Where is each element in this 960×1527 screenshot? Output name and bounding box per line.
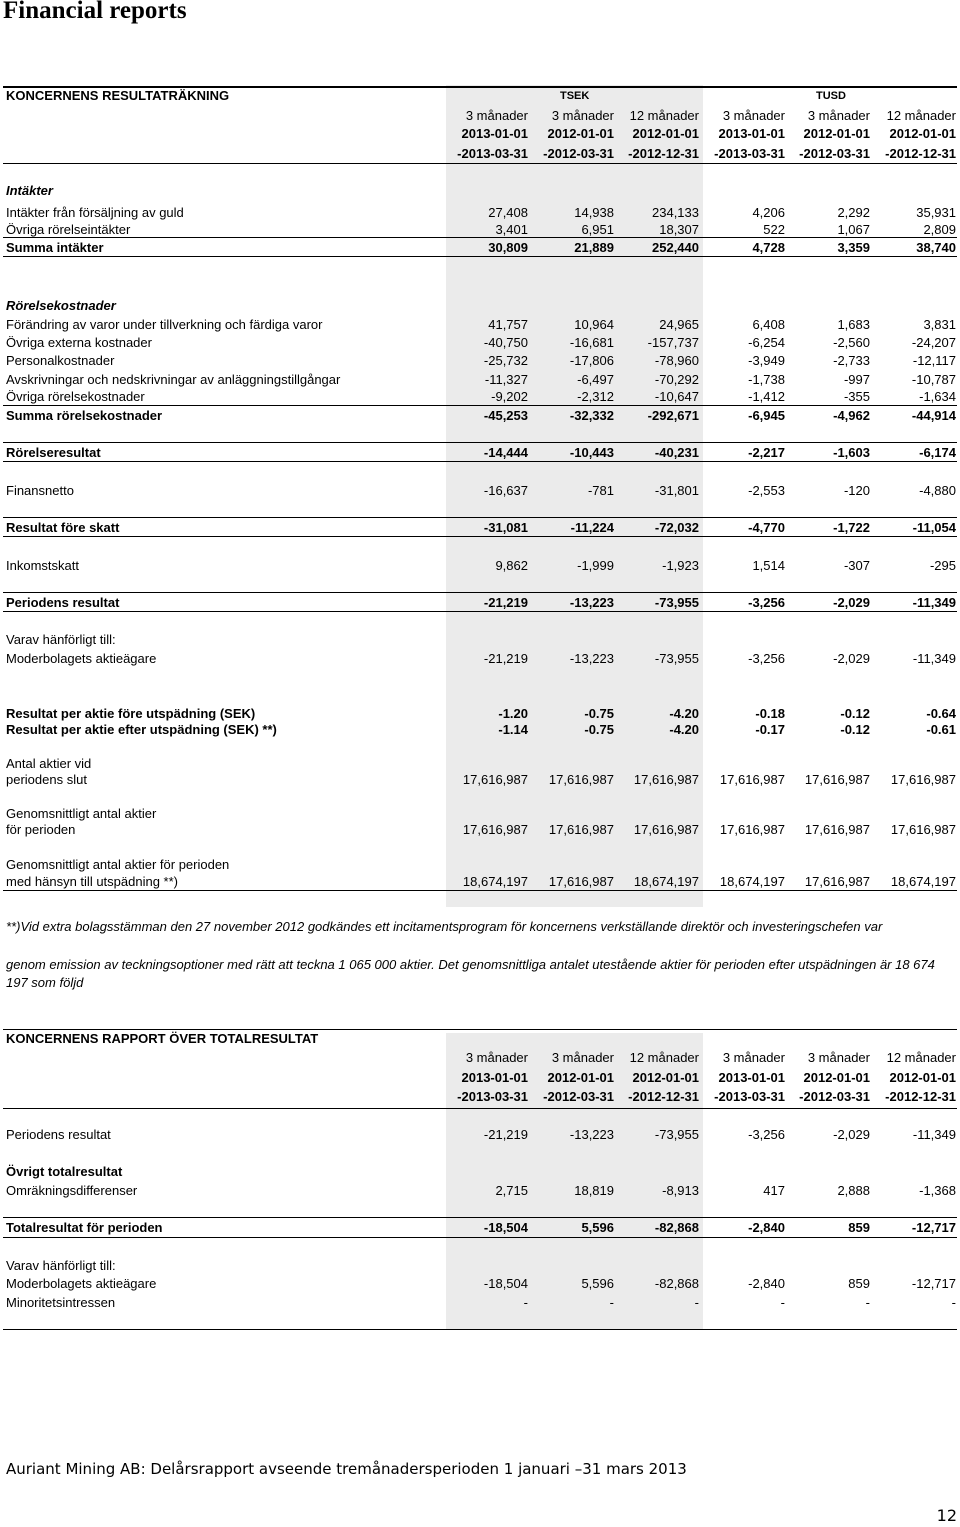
cell-value: -0.12 <box>840 722 870 737</box>
row-label: Genomsnittligt antal aktier för perioden <box>6 857 230 872</box>
cell-value: -11,327 <box>484 372 528 387</box>
note-paragraph: **)Vid extra bolagsstämman den 27 november 2012 godkändes ett incitamentsprogram för koncernens verkställande direktör och investeringschefen var <box>6 919 883 934</box>
column-header: 3 månader <box>465 108 528 123</box>
cell-value: -355 <box>843 389 870 404</box>
cell-value: 17,616,987 <box>548 772 614 787</box>
cell-value: - <box>951 1295 956 1310</box>
column-header: -2013-03-31 <box>714 1089 785 1104</box>
cell-value: 2,292 <box>837 205 870 220</box>
cell-value: -307 <box>843 558 870 573</box>
cell-value: -45,253 <box>483 408 528 423</box>
note-paragraph: genom emission av teckningsoptioner med rätt att teckna 1 065 000 aktier. Det genomsnittliga antalet utestående aktier för perioden efter utspädningen är 18 674 197 som följd <box>6 957 935 990</box>
cell-value: -4,770 <box>748 520 785 535</box>
cell-value: - <box>865 1295 870 1310</box>
cell-value: 18,674,197 <box>890 874 956 889</box>
table-row <box>0 650 960 668</box>
cell-value: -12,717 <box>911 1276 956 1291</box>
column-header-row <box>0 1069 960 1087</box>
table-row <box>0 407 960 425</box>
cell-value: 17,616,987 <box>719 822 785 837</box>
row-label: Rörelsekostnader <box>6 298 116 313</box>
cell-value: -25,732 <box>483 353 528 368</box>
column-header: 12 månader <box>886 108 956 123</box>
cell-value: -44,914 <box>911 408 956 423</box>
table-row <box>0 371 960 389</box>
row-label: Övriga rörelsekostnader <box>6 389 145 404</box>
cell-value: 17,616,987 <box>633 822 699 837</box>
row-label: Resultat före skatt <box>6 520 120 535</box>
row-rule <box>3 611 957 612</box>
cell-value: 17,616,987 <box>462 822 528 837</box>
column-header-row <box>0 1088 960 1106</box>
table-row <box>0 1257 960 1275</box>
row-rule <box>3 1217 957 1218</box>
row-label: Finansnetto <box>6 483 74 498</box>
table-row <box>0 334 960 352</box>
cell-value: 18,307 <box>659 222 699 237</box>
column-header: 2012-01-01 <box>803 126 870 141</box>
row-label: Inkomstskatt <box>6 558 79 573</box>
cell-value: -1,738 <box>748 372 785 387</box>
column-header: -2012-12-31 <box>628 146 699 161</box>
cell-value: -2,840 <box>748 1276 785 1291</box>
cell-value: 21,889 <box>574 240 614 255</box>
income-title-row <box>0 87 960 105</box>
column-header: -2012-03-31 <box>799 146 870 161</box>
row-label: Resultat per aktie före utspädning (SEK) <box>6 706 256 721</box>
row-label: Intäkter från försäljning av guld <box>6 205 184 220</box>
table-row <box>0 771 960 789</box>
cell-value: 38,740 <box>916 240 956 255</box>
cell-value: 417 <box>763 1183 785 1198</box>
column-header: -2012-03-31 <box>543 1089 614 1104</box>
currency-tusd: TUSD <box>816 90 846 102</box>
row-label: Minoritetsintressen <box>6 1295 116 1310</box>
comprehensive-statement-title: KONCERNENS RAPPORT ÖVER TOTALRESULTAT <box>6 1031 319 1046</box>
cell-value: 18,819 <box>574 1183 614 1198</box>
cell-value: -4,962 <box>833 408 870 423</box>
row-label: Periodens resultat <box>6 1127 111 1142</box>
cell-value: -12,717 <box>911 1220 956 1235</box>
column-header: 3 månader <box>722 1050 785 1065</box>
cell-value: 2,809 <box>923 222 956 237</box>
cell-value: 3,359 <box>837 240 870 255</box>
cell-value: -1,634 <box>919 389 956 404</box>
table-row <box>0 1275 960 1293</box>
cell-value: -0.18 <box>755 706 785 721</box>
report-footer: Auriant Mining AB: Delårsrapport avseende tremånadersperioden 1 januari –31 mars 2013 <box>6 1460 687 1478</box>
cell-value: -2,312 <box>577 389 614 404</box>
cell-value: -2,560 <box>833 335 870 350</box>
table-row <box>0 352 960 370</box>
cell-value: 522 <box>763 222 785 237</box>
table-row <box>0 297 960 315</box>
cell-value: -1,923 <box>662 558 699 573</box>
table-row <box>0 388 960 406</box>
cell-value: -2,840 <box>748 1220 785 1235</box>
cell-value: 6,951 <box>581 222 614 237</box>
cell-value: -14,444 <box>483 445 528 460</box>
cell-value: 14,938 <box>574 205 614 220</box>
cell-value: -11,054 <box>912 520 956 535</box>
cell-value: 3,831 <box>923 317 956 332</box>
row-rule <box>3 536 957 537</box>
column-header: 3 månader <box>807 108 870 123</box>
cell-value: 1,067 <box>837 222 870 237</box>
cell-value: -0.75 <box>584 722 614 737</box>
table-row <box>0 821 960 839</box>
table-row <box>0 856 960 874</box>
table-row <box>0 1163 960 1181</box>
cell-value: 5,596 <box>581 1276 614 1291</box>
row-label: med hänsyn till utspädning **) <box>6 874 178 889</box>
cell-value: -21,219 <box>483 595 528 610</box>
cell-value: - <box>523 1295 528 1310</box>
cell-value: - <box>609 1295 614 1310</box>
cell-value: -21,219 <box>483 1127 528 1142</box>
cell-value: -21,219 <box>483 651 528 666</box>
row-rule <box>3 592 957 593</box>
cell-value: -2,217 <box>748 445 785 460</box>
column-header-row <box>0 145 960 163</box>
cell-value: -11,349 <box>912 651 956 666</box>
cell-value: 41,757 <box>488 317 528 332</box>
cell-value: -0.64 <box>926 706 956 721</box>
cell-value: -6,497 <box>577 372 614 387</box>
cell-value: 2,715 <box>495 1183 528 1198</box>
cell-value: -0.61 <box>926 722 956 737</box>
cell-value: -6,254 <box>748 335 785 350</box>
column-header: 12 månader <box>629 1050 699 1065</box>
cell-value: 30,809 <box>488 240 528 255</box>
cell-value: -16,637 <box>483 483 528 498</box>
row-label: Varav hänförligt till: <box>6 632 116 647</box>
cell-value: -40,231 <box>654 445 699 460</box>
row-label: periodens slut <box>6 772 87 787</box>
cell-value: -1,603 <box>833 445 870 460</box>
cell-value: 18,674,197 <box>633 874 699 889</box>
cell-value: -78,960 <box>654 353 699 368</box>
cell-value: 4,728 <box>752 240 785 255</box>
column-header: 2012-01-01 <box>889 1070 956 1085</box>
table-row <box>0 1219 960 1237</box>
cell-value: -1.14 <box>498 722 528 737</box>
cell-value: 4,206 <box>752 205 785 220</box>
column-header: 2013-01-01 <box>461 126 528 141</box>
row-rule <box>3 442 957 443</box>
cell-value: - <box>780 1295 785 1310</box>
column-header: 2013-01-01 <box>461 1070 528 1085</box>
cell-value: 1,683 <box>837 317 870 332</box>
column-header-row <box>0 107 960 125</box>
cell-value: 9,862 <box>495 558 528 573</box>
row-label: Totalresultat för perioden <box>6 1220 163 1235</box>
column-header: 2012-01-01 <box>889 126 956 141</box>
table-row <box>0 444 960 462</box>
table-row <box>0 182 960 200</box>
row-label: för perioden <box>6 822 76 837</box>
cell-value: -32,332 <box>569 408 614 423</box>
cell-value: -73,955 <box>654 651 699 666</box>
table-row <box>0 721 960 739</box>
cell-value: 17,616,987 <box>804 874 870 889</box>
cell-value: -1,412 <box>748 389 785 404</box>
column-header: 2013-01-01 <box>718 1070 785 1085</box>
table-row <box>0 873 960 891</box>
cell-value: -9,202 <box>491 389 528 404</box>
cell-value: -3,256 <box>748 595 785 610</box>
cell-value: -1,368 <box>919 1183 956 1198</box>
table-row <box>0 1294 960 1312</box>
column-header: -2012-12-31 <box>885 1089 956 1104</box>
cell-value: -16,681 <box>569 335 614 350</box>
cell-value: 6,408 <box>752 317 785 332</box>
table-row <box>0 204 960 222</box>
row-rule <box>3 405 957 406</box>
column-header: 3 månader <box>465 1050 528 1065</box>
cell-value: -1,999 <box>577 558 614 573</box>
column-header: -2013-03-31 <box>714 146 785 161</box>
table-row <box>0 631 960 649</box>
cell-value: -11,349 <box>912 595 956 610</box>
cell-value: -10,647 <box>654 389 699 404</box>
cell-value: -10,443 <box>569 445 614 460</box>
cell-value: -2,029 <box>833 595 870 610</box>
column-header: -2012-03-31 <box>543 146 614 161</box>
row-rule <box>3 461 957 462</box>
cell-value: -1.20 <box>498 706 528 721</box>
table-row <box>0 1126 960 1144</box>
cell-value: -157,737 <box>647 335 699 350</box>
row-rule <box>3 517 957 518</box>
column-header: -2013-03-31 <box>457 146 528 161</box>
cell-value: -4,880 <box>919 483 956 498</box>
row-label: Antal aktier vid <box>6 756 92 771</box>
cell-value: -2,733 <box>833 353 870 368</box>
row-label: Övrigt totalresultat <box>6 1164 123 1179</box>
cell-value: 18,674,197 <box>462 874 528 889</box>
row-rule <box>3 256 957 257</box>
cell-value: 27,408 <box>488 205 528 220</box>
cell-value: 17,616,987 <box>719 772 785 787</box>
comprehensive-title-row <box>0 1030 960 1048</box>
cell-value: -24,207 <box>911 335 956 350</box>
row-label: Övriga rörelseintäkter <box>6 222 131 237</box>
row-rule <box>3 890 957 891</box>
cell-value: 24,965 <box>659 317 699 332</box>
cell-value: -82,868 <box>654 1276 699 1291</box>
cell-value: -6,174 <box>919 445 956 460</box>
cell-value: -13,223 <box>569 651 614 666</box>
cell-value: 10,964 <box>574 317 614 332</box>
income-statement-title: KONCERNENS RESULTATRÄKNING <box>6 88 230 103</box>
cell-value: -72,032 <box>654 520 699 535</box>
cell-value: -120 <box>843 483 870 498</box>
cell-value: -997 <box>843 372 870 387</box>
cell-value: -11,349 <box>912 1127 956 1142</box>
cell-value: -292,671 <box>647 408 699 423</box>
row-label: Moderbolagets aktieägare <box>6 1276 157 1291</box>
table-row <box>0 519 960 537</box>
row-label: Periodens resultat <box>6 595 120 610</box>
cell-value: 252,440 <box>652 240 699 255</box>
comprehensive-bottom-rule <box>3 1329 957 1330</box>
table-row <box>0 239 960 257</box>
page-number: 12 <box>936 1506 957 1525</box>
row-label: Personalkostnader <box>6 353 115 368</box>
cell-value: 17,616,987 <box>633 772 699 787</box>
cell-value: 17,616,987 <box>804 772 870 787</box>
cell-value: 17,616,987 <box>462 772 528 787</box>
cell-value: 5,596 <box>581 1220 614 1235</box>
column-header: 3 månader <box>722 108 785 123</box>
cell-value: 17,616,987 <box>890 822 956 837</box>
row-label: Rörelseresultat <box>6 445 101 460</box>
cell-value: -70,292 <box>654 372 699 387</box>
column-header: 3 månader <box>807 1050 870 1065</box>
cell-value: -13,223 <box>569 1127 614 1142</box>
cell-value: -4.20 <box>669 706 699 721</box>
currency-tsek: TSEK <box>560 90 590 102</box>
cell-value: -6,945 <box>748 408 785 423</box>
cell-value: 3,401 <box>495 222 528 237</box>
cell-value: -3,949 <box>748 353 785 368</box>
column-header: 3 månader <box>551 108 614 123</box>
table-row <box>0 594 960 612</box>
row-label: Omräkningsdifferenser <box>6 1183 138 1198</box>
row-label: Summa intäkter <box>6 240 104 255</box>
row-label: Moderbolagets aktieägare <box>6 651 157 666</box>
cell-value: 17,616,987 <box>548 822 614 837</box>
cell-value: 35,931 <box>916 205 956 220</box>
column-header: -2012-12-31 <box>628 1089 699 1104</box>
row-label: Avskrivningar och nedskrivningar av anläggningstillgångar <box>6 372 341 387</box>
cell-value: -31,801 <box>654 483 699 498</box>
cell-value: -3,256 <box>748 1127 785 1142</box>
row-label: Intäkter <box>6 183 53 198</box>
cell-value: -8,913 <box>662 1183 699 1198</box>
cell-value: 17,616,987 <box>548 874 614 889</box>
cell-value: 234,133 <box>652 205 699 220</box>
cell-value: -73,955 <box>654 595 699 610</box>
table-row <box>0 557 960 575</box>
cell-value: 1,514 <box>752 558 785 573</box>
cell-value: -11,224 <box>570 520 614 535</box>
column-header: 12 månader <box>629 108 699 123</box>
row-label: Övriga externa kostnader <box>6 335 152 350</box>
cell-value: -18,504 <box>483 1220 528 1235</box>
cell-value: -31,081 <box>483 520 528 535</box>
table-row <box>0 316 960 334</box>
table-row <box>0 482 960 500</box>
cell-value: 2,888 <box>837 1183 870 1198</box>
column-header: -2012-12-31 <box>885 146 956 161</box>
cell-value: -3,256 <box>748 651 785 666</box>
cell-value: 17,616,987 <box>804 822 870 837</box>
table-row <box>0 1182 960 1200</box>
header-bottom-rule <box>3 163 957 164</box>
cell-value: - <box>694 1295 699 1310</box>
cell-value: -17,806 <box>569 353 614 368</box>
cell-value: -18,504 <box>483 1276 528 1291</box>
row-rule <box>3 1237 957 1238</box>
cell-value: -295 <box>929 558 956 573</box>
column-header-row <box>0 1049 960 1067</box>
row-label: Genomsnittligt antal aktier <box>6 806 157 821</box>
comprehensive-header-rule <box>3 1108 957 1109</box>
cell-value: -73,955 <box>654 1127 699 1142</box>
column-header: 2013-01-01 <box>718 126 785 141</box>
cell-value: 859 <box>848 1220 870 1235</box>
column-header: -2013-03-31 <box>457 1089 528 1104</box>
row-rule <box>3 237 957 238</box>
cell-value: -2,029 <box>833 1127 870 1142</box>
row-label: Summa rörelsekostnader <box>6 408 163 423</box>
row-label: Resultat per aktie efter utspädning (SEK) **) <box>6 722 277 737</box>
column-header: 2012-01-01 <box>632 126 699 141</box>
cell-value: -12,117 <box>912 353 956 368</box>
cell-value: -82,868 <box>654 1220 699 1235</box>
row-label: Varav hänförligt till: <box>6 1258 116 1273</box>
cell-value: -0.17 <box>755 722 785 737</box>
cell-value: -2,553 <box>748 483 785 498</box>
column-header: 2012-01-01 <box>803 1070 870 1085</box>
cell-value: -13,223 <box>569 595 614 610</box>
column-header: 2012-01-01 <box>632 1070 699 1085</box>
page-title: Financial reports <box>3 0 187 24</box>
column-header: 2012-01-01 <box>547 1070 614 1085</box>
cell-value: 18,674,197 <box>719 874 785 889</box>
cell-value: -1,722 <box>833 520 870 535</box>
cell-value: -781 <box>587 483 614 498</box>
cell-value: -0.12 <box>840 706 870 721</box>
cell-value: -10,787 <box>911 372 956 387</box>
column-header: 3 månader <box>551 1050 614 1065</box>
cell-value: -4.20 <box>669 722 699 737</box>
column-header: 2012-01-01 <box>547 126 614 141</box>
row-label: Förändring av varor under tillverkning och färdiga varor <box>6 317 323 332</box>
column-header: 12 månader <box>886 1050 956 1065</box>
cell-value: -40,750 <box>483 335 528 350</box>
cell-value: -0.75 <box>584 706 614 721</box>
cell-value: 859 <box>848 1276 870 1291</box>
cell-value: -2,029 <box>833 651 870 666</box>
column-header-row <box>0 125 960 143</box>
cell-value: 17,616,987 <box>890 772 956 787</box>
column-header: -2012-03-31 <box>799 1089 870 1104</box>
